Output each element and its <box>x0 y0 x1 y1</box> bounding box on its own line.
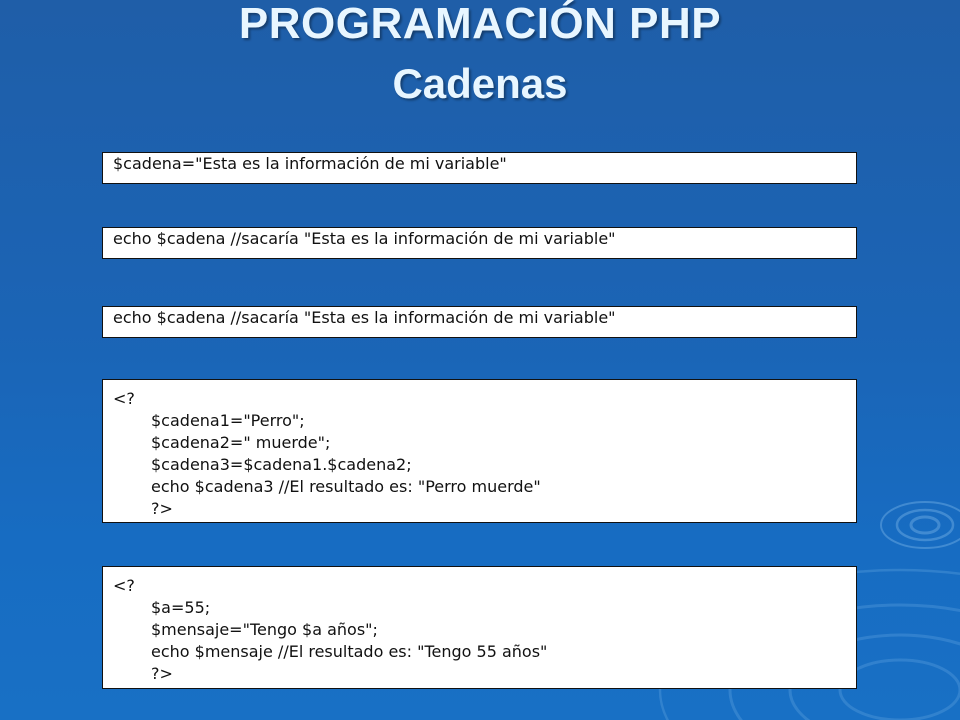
code-line-open-tag: <? <box>113 576 135 595</box>
code-line: echo $mensaje //El resultado es: "Tengo 55 años" <box>151 642 548 661</box>
code-line: $cadena="Esta es la información de mi variable" <box>113 154 507 173</box>
code-line: $cadena2=" muerde"; <box>151 433 331 452</box>
title-main: PROGRAMACIÓN PHP <box>238 0 722 48</box>
code-line-close-tag: ?> <box>151 499 173 518</box>
code-box-concatenation <box>102 379 857 523</box>
code-line: $a=55; <box>151 598 211 617</box>
code-line: echo $cadena //sacaría "Esta es la información de mi variable" <box>113 308 616 327</box>
title-subtitle: Cadenas <box>392 60 568 107</box>
code-box-assignment <box>102 152 857 184</box>
code-line: $cadena1="Perro"; <box>151 411 305 430</box>
code-line: $cadena3=$cadena1.$cadena2; <box>151 455 412 474</box>
code-line: $mensaje="Tengo $a años"; <box>151 620 378 639</box>
code-line-close-tag: ?> <box>151 664 173 683</box>
code-box-echo-1 <box>102 227 857 259</box>
code-line-open-tag: <? <box>113 389 135 408</box>
code-box-interpolation <box>102 566 857 689</box>
code-line: echo $cadena3 //El resultado es: "Perro muerde" <box>151 477 541 496</box>
code-box-echo-2 <box>102 306 857 338</box>
code-line: echo $cadena //sacaría "Esta es la información de mi variable" <box>113 229 616 248</box>
